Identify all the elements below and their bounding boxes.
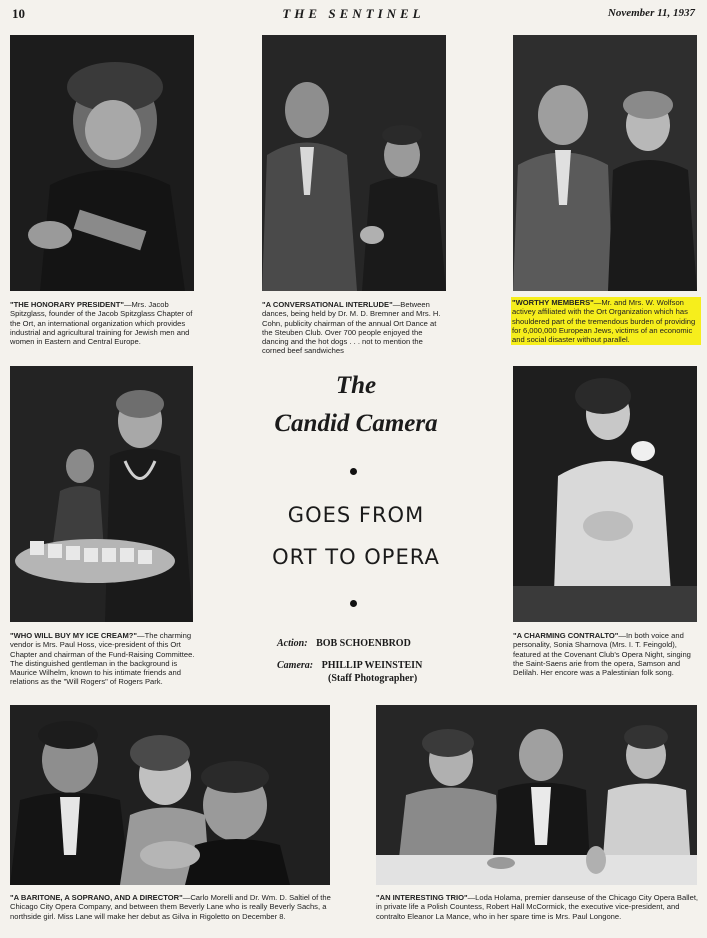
photo-ice-cream — [10, 366, 193, 622]
center-bullet-top — [350, 468, 357, 475]
publication-title: THE SENTINEL — [282, 6, 425, 21]
caption-contralto — [513, 631, 699, 677]
credit-action-label: Action: — [277, 638, 308, 649]
photo-contralto-image — [513, 366, 697, 622]
photo-baritone-soprano-director — [10, 705, 330, 885]
credit-action — [277, 638, 411, 649]
credit-camera — [277, 660, 422, 671]
caption-honorary-president-head: "THE HONORARY PRESIDENT" — [10, 300, 124, 309]
photo-ice-cream-image — [10, 366, 193, 622]
photo-honorary-president — [10, 35, 194, 291]
caption-interesting-trio-body: —Loda Holama, premier danseuse of the Chicago City Opera Ballet, in private life a Polish Countess, Robert Hall McCormick, the executive vice-president, and contralto Eleanor La Mance, who in her spare time is Mrs. Paul Longone. — [376, 893, 699, 921]
caption-baritone-soprano-director — [10, 893, 332, 921]
photo-interesting-trio-image — [376, 705, 697, 885]
photo-conversational-interlude — [262, 35, 446, 291]
caption-interesting-trio-head: "AN INTERESTING TRIO" — [376, 893, 468, 902]
credit-camera-label: Camera: — [277, 660, 314, 671]
photo-baritone-soprano-director-image — [10, 705, 330, 885]
photo-interesting-trio — [376, 705, 697, 885]
credit-camera-name: PHILLIP WEINSTEIN — [321, 660, 423, 671]
photo-honorary-president-image — [10, 35, 194, 291]
caption-worthy-members-head: "WORTHY MEMBERS" — [512, 298, 594, 307]
caption-conversational-interlude-head: "A CONVERSATIONAL INTERLUDE" — [262, 300, 393, 309]
credit-camera-role: (Staff Photographer) — [328, 673, 418, 684]
caption-baritone-soprano-director-body: —Carlo Morelli and Dr. Wm. D. Saltiel of the Chicago City Opera Company, and between them Beverly Lane who is really Beverly Sachs, a northside girl. Miss Lane will make her debut as Gilva in Rigoletto on December 8. — [10, 893, 331, 921]
caption-ice-cream — [10, 631, 196, 687]
center-bullet-bottom — [350, 600, 357, 607]
photo-worthy-members-image — [513, 35, 697, 291]
caption-honorary-president — [10, 300, 196, 346]
caption-conversational-interlude — [262, 300, 448, 356]
caption-ice-cream-head: "WHO WILL BUY MY ICE CREAM?" — [10, 631, 138, 640]
caption-contralto-head: "A CHARMING CONTRALTO" — [513, 631, 619, 640]
photo-conversational-interlude-image — [262, 35, 446, 291]
photo-worthy-members — [513, 35, 697, 291]
feature-title-the: The — [335, 372, 377, 399]
feature-subtitle-line2: ORT TO OPERA — [272, 545, 440, 569]
page-number: 10 — [12, 6, 25, 21]
credit-action-name: BOB SCHOENBROD — [316, 638, 411, 649]
photo-contralto — [513, 366, 697, 622]
caption-ice-cream-body: —The charming vendor is Mrs. Paul Hoss, vice-president of this Ort Chapter and chairman of the Fund-Raising Committee. The distinguished gentleman in the background is Maurice Wilhelm, known to his intimate friends and relations as the "Will Rogers" of Rogers Park. — [10, 631, 195, 687]
feature-title-candid-camera: Candid Camera — [274, 410, 438, 437]
caption-honorary-president-body: —Mrs. Jacob Spitzglass, founder of the Jacob Spitzglass Chapter of the Ort, an international organization which provides industrial and agricultural training for Jewish men and women in Eastern and Central Europe. — [10, 300, 193, 347]
caption-interesting-trio — [376, 893, 699, 921]
caption-contralto-body: —In both voice and personality, Sonia Sharnova (Mrs. I. T. Feingold), featured at the Covenant Club's Opera Night, singing the Saint-Saens arie from the opera, Samson and Delilah. Her encore was a Palestinian folk song. — [513, 631, 691, 678]
caption-worthy-members-highlighted — [511, 297, 701, 345]
caption-baritone-soprano-director-head: "A BARITONE, A SOPRANO, AND A DIRECTOR" — [10, 893, 183, 902]
feature-subtitle-line1: GOES FROM — [287, 503, 425, 527]
issue-date: November 11, 1937 — [607, 7, 695, 19]
caption-worthy-members-body: —Mr. and Mrs. W. Wolfson activey affiliated with the Ort Organization which has shouldered part of the tremendous burden of providing for 6,000,000 European Jews, victims of an economic and social disaster without parallel. — [512, 298, 696, 345]
caption-conversational-interlude-body: —Between dances, being held by Dr. M. D. Bremner and Mrs. H. Cohn, publicity chairman of the annual Ort Dance at the Steuben Club. Over 700 people enjoyed the dancing and the hot dogs . . . not to mention the corned beef sandwiches — [262, 300, 441, 356]
